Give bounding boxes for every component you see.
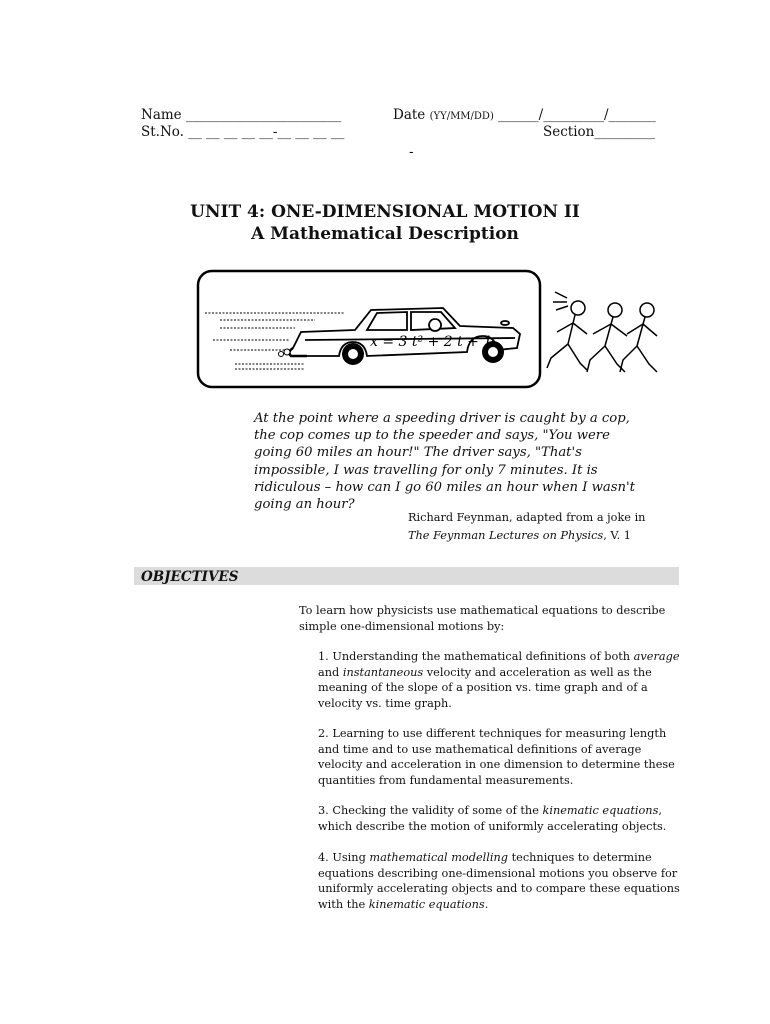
quote-attribution (408, 509, 645, 545)
objective-3-tail: , which describe the motion of uniformly accelerating objects. (318, 804, 667, 833)
objective-item-2 (318, 726, 688, 788)
objective-1-em-average: average (633, 650, 680, 663)
speeding-car-illustration (195, 268, 665, 394)
attribution-line1: Richard Feynman, adapted from a joke in (408, 511, 646, 524)
unit-title: UNIT 4: ONE-DIMENSIONAL MOTION II (190, 202, 580, 222)
book-volume: , V. 1 (603, 529, 631, 542)
position-equation: x = 3 t² + 2 t + 1 (370, 334, 493, 350)
objective-item-3 (318, 803, 688, 834)
objective-4-tail: . (484, 897, 489, 911)
book-title: The Feynman Lectures on Physics (408, 529, 604, 542)
name-field[interactable] (141, 107, 341, 123)
feynman-quote: At the point where a speeding driver is caught by a cop, the cop comes up to the speeder and says, "You were going 60 miles an hour!" The driver says, "That's impossible, I was travelling for only 7 minutes. It is ridiculous – how can I go 60 miles an hour when I wasn't going an hour? (254, 411, 635, 513)
objective-1-mid: and (318, 665, 343, 679)
objective-2-text: 2. Learning to use different techniques for measuring length and time and to use mathematical definitions of average velocity and acceleration in one dimension to determine these quantities from fundamental measurements. (318, 727, 675, 787)
attribution-line2 (408, 527, 645, 545)
section-label: Section (543, 124, 595, 140)
stno-blank[interactable]: __ __ __ __ __-__ __ __ __ (188, 124, 345, 140)
name-blank[interactable]: _______________________ (185, 107, 342, 123)
running-stick-figures-icon (547, 292, 657, 372)
objective-4-em-kinematic: kinematic equations (368, 897, 485, 911)
section-blank[interactable]: _________ (594, 124, 656, 140)
date-label: Date (393, 107, 426, 123)
objectives-intro: To learn how physicists use mathematical equations to describe simple one-dimensional motions by: (299, 604, 666, 633)
objective-item-1 (318, 649, 688, 711)
student-number-field[interactable] (141, 124, 344, 140)
objective-4-text: 4. Using (318, 851, 370, 864)
date-field[interactable] (393, 107, 656, 123)
objective-item-4 (318, 850, 688, 912)
objective-3-em: kinematic equations (542, 804, 659, 817)
section-field[interactable] (543, 124, 655, 140)
name-label: Name (141, 107, 182, 123)
header-dash: - (409, 144, 414, 160)
objective-1-tail: velocity and acceleration as well as the meaning of the slope of a position vs. time graph and of a velocity vs. time graph. (318, 665, 652, 710)
objective-4-mid: techniques to determine equations describing one-dimensional motions you observe for uniformly accelerating objects and to compare these equations with the (318, 851, 680, 911)
objectives-heading: OBJECTIVES (141, 569, 239, 585)
date-blank[interactable]: ______/_________/_______ (498, 107, 656, 123)
objective-1-em-instantaneous: instantaneous (342, 665, 424, 679)
stno-label: St.No. (141, 124, 184, 140)
objective-3-text: 3. Checking the validity of some of the (318, 804, 543, 817)
objective-1-text: 1. Understanding the mathematical definitions of both (318, 650, 634, 663)
date-format: (YY/MM/DD) (429, 111, 494, 122)
unit-subtitle: A Mathematical Description (251, 224, 519, 244)
objective-4-em-modelling: mathematical modelling (369, 851, 508, 864)
